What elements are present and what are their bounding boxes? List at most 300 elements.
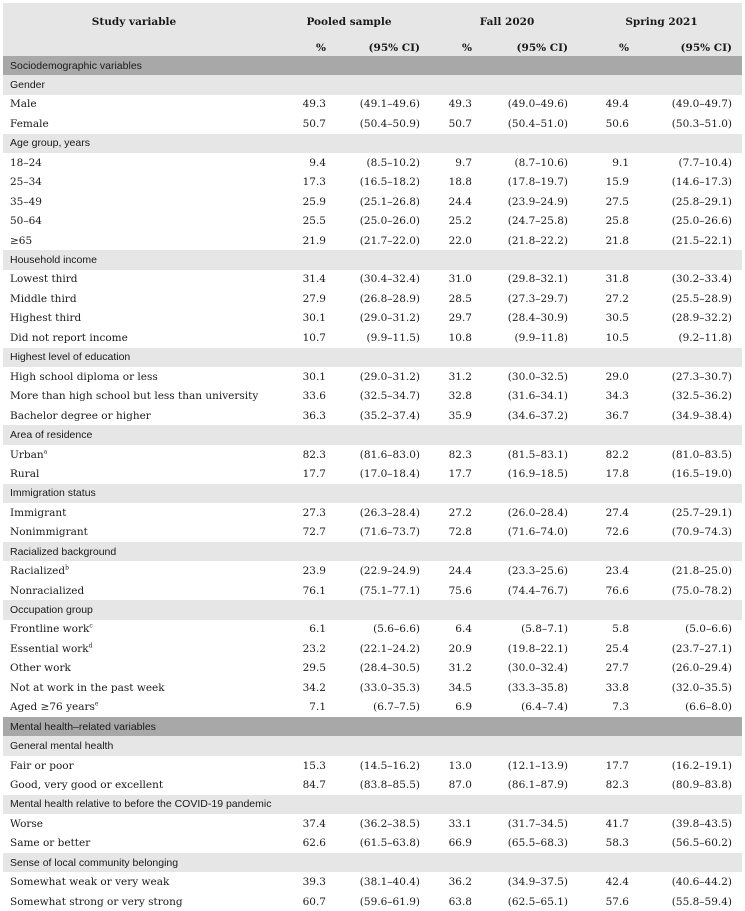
row-label: 50–64 bbox=[10, 215, 42, 228]
row-label-cell bbox=[3, 410, 265, 422]
pooled-pct-cell: 34.2 bbox=[302, 681, 326, 694]
fall-ci-cell: (16.9–18.5) bbox=[507, 468, 568, 481]
table-row bbox=[3, 406, 742, 426]
pooled-pct-cell: 82.3 bbox=[302, 448, 326, 461]
pooled-ci-cell: (28.4–30.5) bbox=[359, 662, 420, 675]
pooled-ci-cell: (49.1–49.6) bbox=[359, 98, 420, 111]
spring-pct-cell: 57.6 bbox=[605, 895, 629, 908]
spring-ci-header: (95% CI) bbox=[680, 42, 732, 54]
pooled-pct-cell: 17.7 bbox=[302, 468, 326, 481]
fall-ci-cell: (8.7–10.6) bbox=[514, 156, 568, 169]
table-row bbox=[3, 756, 742, 776]
pooled-ci-cell: (22.1–24.2) bbox=[359, 642, 420, 655]
table-subheader-row bbox=[3, 40, 742, 56]
row-label-cell bbox=[3, 98, 265, 110]
fall-ci-cell: (30.0–32.5) bbox=[507, 370, 568, 383]
fall-pct-cell: 63.8 bbox=[448, 895, 472, 908]
group-header bbox=[3, 853, 742, 872]
group-title: Gender bbox=[10, 78, 46, 91]
pooled-pct-cell: 15.3 bbox=[302, 759, 326, 772]
pooled-pct-cell: 27.3 bbox=[302, 506, 326, 519]
fall-ci-cell: (12.1–13.9) bbox=[507, 759, 568, 772]
table-row bbox=[3, 561, 742, 581]
fall-ci-cell: (34.9–37.5) bbox=[507, 876, 568, 889]
fall-ci-cell: (31.6–34.1) bbox=[507, 390, 568, 403]
spring-ci-cell: (80.9–83.8) bbox=[671, 779, 732, 792]
fall-pct-cell: 75.6 bbox=[448, 584, 472, 597]
pooled-ci-cell: (59.6–61.9) bbox=[359, 895, 420, 908]
pooled-pct-cell: 36.3 bbox=[302, 409, 326, 422]
pooled-pct-cell: 50.7 bbox=[302, 117, 326, 130]
group-header bbox=[3, 736, 742, 755]
fall-pct-cell: 10.8 bbox=[448, 331, 472, 344]
spring-pct-cell: 21.8 bbox=[605, 234, 629, 247]
pooled-pct-cell: 49.3 bbox=[302, 98, 326, 111]
fall-ci-cell: (23.9–24.9) bbox=[507, 195, 568, 208]
row-label: 35–49 bbox=[10, 195, 42, 208]
pooled-ci-cell: (6.7–7.5) bbox=[373, 701, 420, 714]
pooled-ci-header: (95% CI) bbox=[368, 42, 420, 54]
section-title: Sociodemographic variables bbox=[10, 59, 142, 72]
table-row bbox=[3, 309, 742, 329]
pooled-pct-cell: 27.9 bbox=[302, 292, 326, 305]
row-label-cell bbox=[3, 235, 265, 247]
spring-pct-cell: 31.8 bbox=[605, 273, 629, 286]
spring-2021-header: Spring 2021 bbox=[625, 15, 698, 28]
spring-ci-cell: (34.9–38.4) bbox=[671, 409, 732, 422]
spring-ci-cell: (5.0–6.6) bbox=[685, 623, 732, 636]
table-row bbox=[3, 620, 742, 640]
fall-ci-cell: (17.8–19.7) bbox=[507, 176, 568, 189]
pooled-ci-cell: (25.1–26.8) bbox=[359, 195, 420, 208]
pooled-ci-cell: (33.0–35.3) bbox=[359, 681, 420, 694]
table-row bbox=[3, 872, 742, 892]
row-label-cell bbox=[3, 449, 265, 461]
group-header bbox=[3, 484, 742, 503]
spring-ci-cell: (32.0–35.5) bbox=[671, 681, 732, 694]
pooled-ci-cell: (22.9–24.9) bbox=[359, 565, 420, 578]
table-body bbox=[3, 56, 742, 911]
spring-pct-cell: 23.4 bbox=[605, 565, 629, 578]
table-row bbox=[3, 211, 742, 231]
fall-pct-cell: 9.7 bbox=[455, 156, 472, 169]
fall-pct-cell: 13.0 bbox=[448, 759, 472, 772]
row-label: Essential work bbox=[10, 642, 89, 655]
spring-ci-cell: (49.0–49.7) bbox=[671, 98, 732, 111]
fall-ci-cell: (49.0–49.6) bbox=[507, 98, 568, 111]
spring-ci-cell: (75.0–78.2) bbox=[671, 584, 732, 597]
row-label-cell bbox=[3, 779, 265, 791]
pooled-pct-cell: 23.9 bbox=[302, 565, 326, 578]
pooled-pct-header: % bbox=[316, 42, 326, 54]
row-label-cell bbox=[3, 701, 265, 713]
group-header bbox=[3, 795, 742, 814]
fall-pct-cell: 18.8 bbox=[448, 176, 472, 189]
pooled-pct-cell: 84.7 bbox=[302, 779, 326, 792]
row-label: Did not report income bbox=[10, 331, 128, 344]
fall-pct-cell: 20.9 bbox=[448, 642, 472, 655]
pooled-ci-cell: (21.7–22.0) bbox=[359, 234, 420, 247]
table-row bbox=[3, 698, 742, 718]
group-title: Highest level of education bbox=[10, 351, 131, 364]
spring-ci-cell: (25.7–29.1) bbox=[671, 506, 732, 519]
spring-ci-cell: (9.2–11.8) bbox=[678, 331, 732, 344]
table-row bbox=[3, 775, 742, 795]
spring-ci-cell: (7.7–10.4) bbox=[678, 156, 732, 169]
pooled-ci-cell: (50.4–50.9) bbox=[359, 117, 420, 130]
row-label-cell bbox=[3, 565, 265, 577]
table-row bbox=[3, 581, 742, 601]
fall-ci-cell: (34.6–37.2) bbox=[507, 409, 568, 422]
row-label-cell bbox=[3, 196, 265, 208]
pooled-pct-cell: 31.4 bbox=[302, 273, 326, 286]
footnote-marker: a bbox=[43, 448, 48, 456]
fall-ci-cell: (28.4–30.9) bbox=[507, 312, 568, 325]
fall-pct-cell: 31.2 bbox=[448, 370, 472, 383]
pooled-ci-cell: (61.5–63.8) bbox=[359, 837, 420, 850]
row-label-cell bbox=[3, 682, 265, 694]
spring-pct-cell: 41.7 bbox=[605, 817, 629, 830]
row-label-cell bbox=[3, 526, 265, 538]
row-label: Nonracialized bbox=[10, 584, 85, 597]
row-label: Lowest third bbox=[10, 273, 78, 286]
table-row bbox=[3, 503, 742, 523]
footnote-marker: e bbox=[94, 700, 99, 708]
fall-ci-cell: (29.8–32.1) bbox=[507, 273, 568, 286]
group-header bbox=[3, 250, 742, 269]
spring-ci-cell: (50.3–51.0) bbox=[671, 117, 732, 130]
pooled-ci-cell: (5.6–6.6) bbox=[373, 623, 420, 636]
spring-ci-cell: (32.5–36.2) bbox=[671, 390, 732, 403]
spring-pct-cell: 17.7 bbox=[605, 759, 629, 772]
row-label-cell bbox=[3, 157, 265, 169]
pooled-ci-cell: (36.2–38.5) bbox=[359, 817, 420, 830]
row-label-cell bbox=[3, 896, 265, 908]
spring-ci-cell: (16.5–19.0) bbox=[671, 468, 732, 481]
spring-ci-cell: (28.9–32.2) bbox=[671, 312, 732, 325]
fall-pct-cell: 50.7 bbox=[448, 117, 472, 130]
fall-pct-cell: 35.9 bbox=[448, 409, 472, 422]
row-label-cell bbox=[3, 623, 265, 635]
row-label: Somewhat strong or very strong bbox=[10, 895, 183, 908]
fall-ci-cell: (9.9–11.8) bbox=[514, 331, 568, 344]
pooled-pct-cell: 7.1 bbox=[309, 701, 326, 714]
spring-ci-cell: (14.6–17.3) bbox=[671, 176, 732, 189]
fall-pct-cell: 32.8 bbox=[448, 390, 472, 403]
pooled-ci-cell: (71.6–73.7) bbox=[359, 526, 420, 539]
pooled-pct-cell: 30.1 bbox=[302, 370, 326, 383]
spring-pct-cell: 25.4 bbox=[605, 642, 629, 655]
spring-pct-header: % bbox=[619, 42, 629, 54]
fall-pct-header: % bbox=[462, 42, 472, 54]
pooled-ci-cell: (17.0–18.4) bbox=[359, 468, 420, 481]
row-label-cell bbox=[3, 118, 265, 130]
group-title: Sense of local community belonging bbox=[10, 856, 179, 869]
fall-ci-cell: (71.6–74.0) bbox=[507, 526, 568, 539]
row-label: High school diploma or less bbox=[10, 370, 158, 383]
spring-ci-cell: (25.0–26.6) bbox=[671, 215, 732, 228]
fall-ci-cell: (6.4–7.4) bbox=[521, 701, 568, 714]
group-title: Racialized background bbox=[10, 545, 117, 558]
spring-pct-cell: 34.3 bbox=[605, 390, 629, 403]
row-label: Not at work in the past week bbox=[10, 681, 165, 694]
spring-ci-cell: (40.6–44.2) bbox=[671, 876, 732, 889]
fall-pct-cell: 82.3 bbox=[448, 448, 472, 461]
spring-pct-cell: 5.8 bbox=[612, 623, 629, 636]
spring-pct-cell: 9.1 bbox=[612, 156, 629, 169]
table-row bbox=[3, 328, 742, 348]
pooled-pct-cell: 30.1 bbox=[302, 312, 326, 325]
spring-pct-cell: 10.5 bbox=[605, 331, 629, 344]
spring-ci-cell: (23.7–27.1) bbox=[671, 642, 732, 655]
fall-2020-header: Fall 2020 bbox=[479, 15, 535, 28]
section-header bbox=[3, 717, 742, 736]
fall-pct-cell: 6.4 bbox=[455, 623, 472, 636]
spring-ci-cell: (30.2–33.4) bbox=[671, 273, 732, 286]
row-label-cell bbox=[3, 312, 265, 324]
table-row bbox=[3, 523, 742, 543]
fall-pct-cell: 17.7 bbox=[448, 468, 472, 481]
pooled-ci-cell: (32.5–34.7) bbox=[359, 390, 420, 403]
pooled-pct-cell: 6.1 bbox=[309, 623, 326, 636]
table-row bbox=[3, 659, 742, 679]
pooled-ci-cell: (8.5–10.2) bbox=[366, 156, 420, 169]
pooled-pct-cell: 21.9 bbox=[302, 234, 326, 247]
group-title: Area of residence bbox=[10, 429, 93, 442]
fall-ci-cell: (19.8–22.1) bbox=[507, 642, 568, 655]
study-variable-header: Study variable bbox=[91, 15, 177, 28]
spring-pct-cell: 17.8 bbox=[605, 468, 629, 481]
spring-pct-cell: 27.4 bbox=[605, 506, 629, 519]
study-table bbox=[3, 3, 742, 911]
fall-ci-cell: (74.4–76.7) bbox=[507, 584, 568, 597]
fall-pct-cell: 24.4 bbox=[448, 195, 472, 208]
row-label-cell bbox=[3, 662, 265, 674]
pooled-ci-cell: (81.6–83.0) bbox=[359, 448, 420, 461]
spring-pct-cell: 36.7 bbox=[605, 409, 629, 422]
fall-pct-cell: 27.2 bbox=[448, 506, 472, 519]
group-title: Immigration status bbox=[10, 487, 96, 500]
spring-pct-cell: 7.3 bbox=[612, 701, 629, 714]
spring-pct-cell: 76.6 bbox=[605, 584, 629, 597]
group-header bbox=[3, 425, 742, 444]
pooled-ci-cell: (16.5–18.2) bbox=[359, 176, 420, 189]
row-label: 18–24 bbox=[10, 156, 42, 169]
table-row bbox=[3, 892, 742, 911]
spring-ci-cell: (21.5–22.1) bbox=[671, 234, 732, 247]
fall-ci-cell: (50.4–51.0) bbox=[507, 117, 568, 130]
spring-pct-cell: 15.9 bbox=[605, 176, 629, 189]
spring-ci-cell: (39.8–43.5) bbox=[671, 817, 732, 830]
fall-ci-cell: (31.7–34.5) bbox=[507, 817, 568, 830]
table-row bbox=[3, 270, 742, 290]
pooled-ci-cell: (38.1–40.4) bbox=[359, 876, 420, 889]
row-label: Frontline work bbox=[10, 623, 90, 636]
table-row bbox=[3, 445, 742, 465]
row-label: Somewhat weak or very weak bbox=[10, 876, 170, 889]
fall-pct-cell: 34.5 bbox=[448, 681, 472, 694]
fall-ci-cell: (81.5–83.1) bbox=[507, 448, 568, 461]
fall-pct-cell: 49.3 bbox=[448, 98, 472, 111]
pooled-pct-cell: 39.3 bbox=[302, 876, 326, 889]
footnote-marker: b bbox=[65, 564, 69, 572]
table-row bbox=[3, 172, 742, 192]
pooled-ci-cell: (9.9–11.5) bbox=[366, 331, 420, 344]
pooled-pct-cell: 10.7 bbox=[302, 331, 326, 344]
fall-pct-cell: 72.8 bbox=[448, 526, 472, 539]
row-label-cell bbox=[3, 818, 265, 830]
pooled-pct-cell: 62.6 bbox=[302, 837, 326, 850]
group-header bbox=[3, 600, 742, 619]
row-label-cell bbox=[3, 390, 265, 402]
spring-pct-cell: 27.2 bbox=[605, 292, 629, 305]
table-row bbox=[3, 367, 742, 387]
table-row bbox=[3, 153, 742, 173]
row-label: Other work bbox=[10, 662, 71, 675]
group-title: Occupation group bbox=[10, 604, 93, 617]
row-label-cell bbox=[3, 760, 265, 772]
spring-ci-cell: (26.0–29.4) bbox=[671, 662, 732, 675]
row-label: Good, very good or excellent bbox=[10, 779, 164, 792]
fall-ci-cell: (30.0–32.4) bbox=[507, 662, 568, 675]
row-label: Immigrant bbox=[10, 506, 67, 519]
spring-pct-cell: 82.2 bbox=[605, 448, 629, 461]
spring-ci-cell: (21.8–25.0) bbox=[671, 565, 732, 578]
spring-ci-cell: (27.3–30.7) bbox=[671, 370, 732, 383]
table-row bbox=[3, 386, 742, 406]
spring-pct-cell: 50.6 bbox=[605, 117, 629, 130]
spring-ci-cell: (16.2–19.1) bbox=[671, 759, 732, 772]
pooled-pct-cell: 25.5 bbox=[302, 215, 326, 228]
spring-pct-cell: 30.5 bbox=[605, 312, 629, 325]
fall-pct-cell: 25.2 bbox=[448, 215, 472, 228]
spring-pct-cell: 72.6 bbox=[605, 526, 629, 539]
fall-pct-cell: 22.0 bbox=[448, 234, 472, 247]
table-row bbox=[3, 639, 742, 659]
row-label-cell bbox=[3, 273, 265, 285]
group-header bbox=[3, 542, 742, 561]
footnote-marker: c bbox=[89, 622, 93, 630]
fall-ci-cell: (5.8–7.1) bbox=[521, 623, 568, 636]
group-title: Age group, years bbox=[10, 137, 90, 150]
footnote-marker: d bbox=[88, 642, 93, 650]
row-label: Aged ≥76 years bbox=[10, 701, 95, 714]
pooled-sample-header: Pooled sample bbox=[306, 15, 392, 28]
row-label: Same or better bbox=[10, 837, 91, 850]
row-label: Urban bbox=[10, 448, 44, 461]
row-label: Male bbox=[10, 98, 37, 111]
row-label-cell bbox=[3, 837, 265, 849]
spring-ci-cell: (56.5–60.2) bbox=[671, 837, 732, 850]
table-row bbox=[3, 114, 742, 134]
row-label-cell bbox=[3, 371, 265, 383]
spring-pct-cell: 33.8 bbox=[605, 681, 629, 694]
group-header bbox=[3, 75, 742, 94]
fall-ci-cell: (24.7–25.8) bbox=[507, 215, 568, 228]
section-title: Mental health–related variables bbox=[10, 720, 156, 733]
pooled-ci-cell: (83.8–85.5) bbox=[359, 779, 420, 792]
pooled-pct-cell: 37.4 bbox=[302, 817, 326, 830]
group-header bbox=[3, 134, 742, 153]
table-row bbox=[3, 464, 742, 484]
fall-pct-cell: 28.5 bbox=[448, 292, 472, 305]
fall-ci-cell: (33.3–35.8) bbox=[507, 681, 568, 694]
row-label-cell bbox=[3, 215, 265, 227]
group-title: General mental health bbox=[10, 740, 114, 753]
fall-ci-header: (95% CI) bbox=[516, 42, 568, 54]
pooled-ci-cell: (29.0–31.2) bbox=[359, 370, 420, 383]
pooled-ci-cell: (14.5–16.2) bbox=[359, 759, 420, 772]
spring-pct-cell: 25.8 bbox=[605, 215, 629, 228]
spring-pct-cell: 49.4 bbox=[605, 98, 629, 111]
pooled-ci-cell: (26.8–28.9) bbox=[359, 292, 420, 305]
spring-ci-cell: (70.9–74.3) bbox=[671, 526, 732, 539]
group-header bbox=[3, 348, 742, 367]
pooled-ci-cell: (29.0–31.2) bbox=[359, 312, 420, 325]
fall-pct-cell: 66.9 bbox=[448, 837, 472, 850]
pooled-pct-cell: 23.2 bbox=[302, 642, 326, 655]
pooled-ci-cell: (30.4–32.4) bbox=[359, 273, 420, 286]
pooled-pct-cell: 17.3 bbox=[302, 176, 326, 189]
spring-pct-cell: 58.3 bbox=[605, 837, 629, 850]
row-label: Middle third bbox=[10, 292, 77, 305]
row-label: Fair or poor bbox=[10, 759, 74, 772]
fall-ci-cell: (62.5–65.1) bbox=[507, 895, 568, 908]
pooled-ci-cell: (25.0–26.0) bbox=[359, 215, 420, 228]
spring-ci-cell: (25.8–29.1) bbox=[671, 195, 732, 208]
table-row bbox=[3, 95, 742, 115]
row-label-cell bbox=[3, 332, 265, 344]
row-label-cell bbox=[3, 293, 265, 305]
fall-ci-cell: (23.3–25.6) bbox=[507, 565, 568, 578]
fall-ci-cell: (27.3–29.7) bbox=[507, 292, 568, 305]
fall-ci-cell: (21.8–22.2) bbox=[507, 234, 568, 247]
spring-ci-cell: (6.6–8.0) bbox=[685, 701, 732, 714]
row-label: Racialized bbox=[10, 565, 66, 578]
pooled-pct-cell: 29.5 bbox=[302, 662, 326, 675]
fall-ci-cell: (86.1–87.9) bbox=[507, 779, 568, 792]
table-row bbox=[3, 678, 742, 698]
section-header bbox=[3, 56, 742, 75]
spring-pct-cell: 27.5 bbox=[605, 195, 629, 208]
row-label-cell bbox=[3, 876, 265, 888]
spring-pct-cell: 27.7 bbox=[605, 662, 629, 675]
fall-pct-cell: 31.0 bbox=[448, 273, 472, 286]
fall-pct-cell: 87.0 bbox=[448, 779, 472, 792]
row-label: Nonimmigrant bbox=[10, 526, 88, 539]
fall-pct-cell: 29.7 bbox=[448, 312, 472, 325]
table-header-row bbox=[3, 3, 742, 40]
row-label-cell bbox=[3, 468, 265, 480]
row-label-cell bbox=[3, 176, 265, 188]
row-label: More than high school but less than university bbox=[10, 390, 259, 403]
spring-ci-cell: (55.8–59.4) bbox=[671, 895, 732, 908]
pooled-ci-cell: (26.3–28.4) bbox=[359, 506, 420, 519]
table-row bbox=[3, 231, 742, 251]
row-label: ≥65 bbox=[10, 234, 33, 247]
spring-pct-cell: 29.0 bbox=[605, 370, 629, 383]
group-title: Household income bbox=[10, 254, 97, 267]
fall-pct-cell: 31.2 bbox=[448, 662, 472, 675]
fall-pct-cell: 24.4 bbox=[448, 565, 472, 578]
table-row bbox=[3, 814, 742, 834]
spring-ci-cell: (81.0–83.5) bbox=[671, 448, 732, 461]
pooled-ci-cell: (75.1–77.1) bbox=[359, 584, 420, 597]
row-label-cell bbox=[3, 507, 265, 519]
row-label: Highest third bbox=[10, 312, 82, 325]
row-label: 25–34 bbox=[10, 176, 42, 189]
pooled-pct-cell: 25.9 bbox=[302, 195, 326, 208]
